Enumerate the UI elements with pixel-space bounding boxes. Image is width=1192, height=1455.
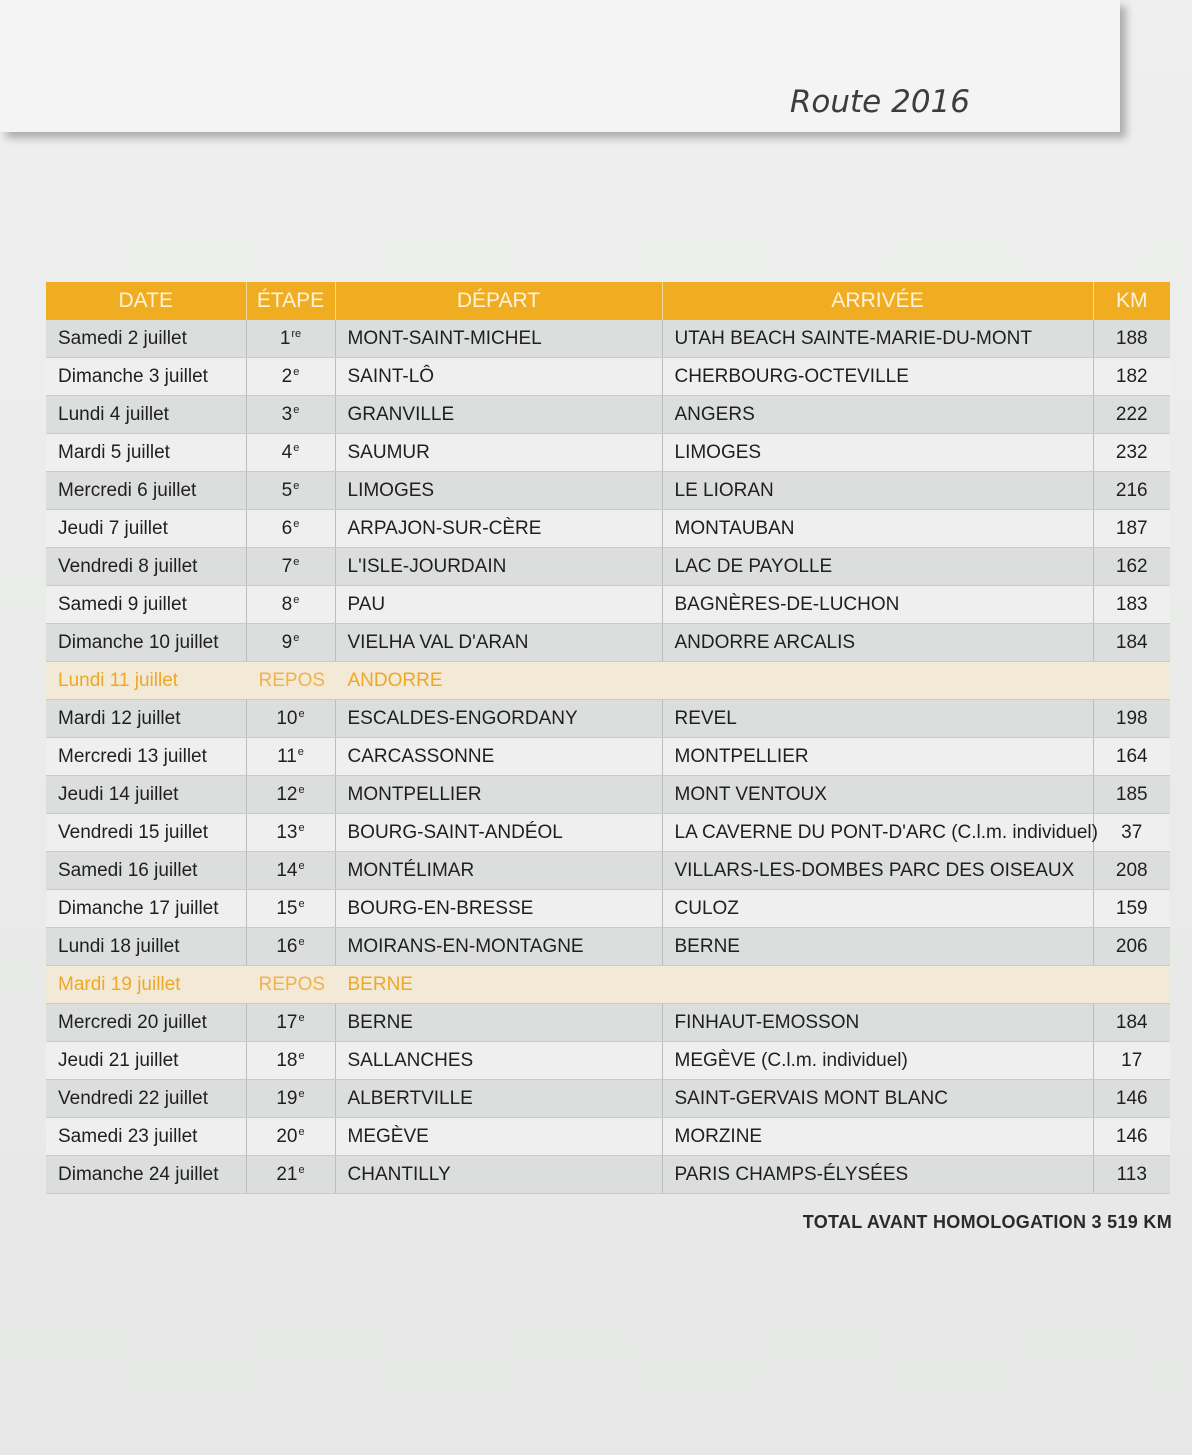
cell-arrivee: LIMOGES [662, 434, 1093, 472]
cell-km: 216 [1093, 472, 1170, 510]
cell-etape [246, 738, 335, 776]
cell-date: Mercredi 13 juillet [46, 738, 246, 776]
cell-depart: BERNE [335, 966, 662, 1004]
stage-number: 12 [276, 783, 298, 805]
cell-date: Mardi 12 juillet [46, 700, 246, 738]
cell-etape [246, 928, 335, 966]
table-row [46, 510, 1170, 548]
cell-depart: MOIRANS-EN-MONTAGNE [335, 928, 662, 966]
stage-ordinal-suffix: e [293, 555, 300, 568]
stage-number: 14 [276, 859, 298, 881]
cell-etape [246, 624, 335, 662]
cell-etape [246, 852, 335, 890]
cell-etape [246, 890, 335, 928]
cell-km: 185 [1093, 776, 1170, 814]
cell-depart: BERNE [335, 1004, 662, 1042]
cell-arrivee: MEGÈVE (C.l.m. individuel) [662, 1042, 1093, 1080]
cell-arrivee: LAC DE PAYOLLE [662, 548, 1093, 586]
stage-number: 20 [276, 1125, 298, 1147]
cell-depart: ARPAJON-SUR-CÈRE [335, 510, 662, 548]
rest-day-row [46, 662, 1170, 700]
cell-km [1093, 662, 1170, 700]
cell-depart: PAU [335, 586, 662, 624]
table-row [46, 776, 1170, 814]
cell-km: 146 [1093, 1080, 1170, 1118]
cell-date: Jeudi 14 juillet [46, 776, 246, 814]
cell-km: 37 [1093, 814, 1170, 852]
stage-number: 13 [276, 821, 298, 843]
stage-ordinal-suffix: e [298, 1163, 305, 1176]
stage-ordinal-suffix: e [298, 935, 305, 948]
cell-arrivee: CHERBOURG-OCTEVILLE [662, 358, 1093, 396]
cell-depart: VIELHA VAL D'ARAN [335, 624, 662, 662]
stage-number: 19 [276, 1087, 298, 1109]
cell-etape [246, 1004, 335, 1042]
stage-number: 15 [276, 897, 298, 919]
cell-etape [246, 776, 335, 814]
stage-ordinal-suffix: e [293, 365, 300, 378]
cell-arrivee: LA CAVERNE DU PONT-D'ARC (C.l.m. individuel) [662, 814, 1093, 852]
stage-ordinal-suffix: e [298, 897, 305, 910]
stage-ordinal-suffix: e [293, 631, 300, 644]
cell-date: Vendredi 8 juillet [46, 548, 246, 586]
table-row [46, 852, 1170, 890]
cell-etape [246, 1118, 335, 1156]
header-depart: DÉPART [335, 282, 662, 320]
cell-km: 146 [1093, 1118, 1170, 1156]
cell-arrivee: ANGERS [662, 396, 1093, 434]
cell-km: 182 [1093, 358, 1170, 396]
cell-arrivee: VILLARS-LES-DOMBES PARC DES OISEAUX [662, 852, 1093, 890]
cell-date: Mardi 19 juillet [46, 966, 246, 1004]
cell-etape [246, 320, 335, 358]
cell-depart: ESCALDES-ENGORDANY [335, 700, 662, 738]
table-row [46, 1080, 1170, 1118]
cell-km: 113 [1093, 1156, 1170, 1194]
table-header-row [46, 282, 1170, 320]
cell-etape [246, 814, 335, 852]
stage-number: 18 [276, 1049, 298, 1071]
stage-number: 3 [281, 403, 293, 425]
stage-number: 17 [276, 1011, 298, 1033]
cell-depart: BOURG-SAINT-ANDÉOL [335, 814, 662, 852]
cell-depart: L'ISLE-JOURDAIN [335, 548, 662, 586]
stage-ordinal-suffix: e [298, 1125, 305, 1138]
stage-ordinal-suffix: e [297, 745, 304, 758]
cell-depart: MONT-SAINT-MICHEL [335, 320, 662, 358]
stage-number: 9 [281, 631, 293, 653]
stage-number: 1 [279, 327, 291, 349]
cell-etape [246, 586, 335, 624]
cell-depart: BOURG-EN-BRESSE [335, 890, 662, 928]
cell-arrivee: UTAH BEACH SAINTE-MARIE-DU-MONT [662, 320, 1093, 358]
header-km: KM [1093, 282, 1170, 320]
cell-arrivee: MONT VENTOUX [662, 776, 1093, 814]
cell-depart: ALBERTVILLE [335, 1080, 662, 1118]
cell-depart: MEGÈVE [335, 1118, 662, 1156]
cell-etape [246, 510, 335, 548]
table-row [46, 1118, 1170, 1156]
table-row [46, 1042, 1170, 1080]
cell-arrivee: FINHAUT-EMOSSON [662, 1004, 1093, 1042]
cell-date: Dimanche 17 juillet [46, 890, 246, 928]
cell-date: Mercredi 6 juillet [46, 472, 246, 510]
cell-km: 162 [1093, 548, 1170, 586]
table-row [46, 814, 1170, 852]
route-table [46, 282, 1170, 1194]
cell-arrivee: BAGNÈRES-DE-LUCHON [662, 586, 1093, 624]
rest-day-row [46, 966, 1170, 1004]
cell-km: 183 [1093, 586, 1170, 624]
table-row [46, 434, 1170, 472]
stage-ordinal-suffix: e [293, 441, 300, 454]
cell-etape [246, 1042, 335, 1080]
stage-ordinal-suffix: e [298, 783, 305, 796]
cell-depart: MONTÉLIMAR [335, 852, 662, 890]
cell-depart: CARCASSONNE [335, 738, 662, 776]
stage-number: REPOS [258, 669, 326, 691]
cell-arrivee: REVEL [662, 700, 1093, 738]
cell-date: Samedi 23 juillet [46, 1118, 246, 1156]
table-row [46, 586, 1170, 624]
stage-number: 21 [276, 1163, 298, 1185]
cell-arrivee: BERNE [662, 928, 1093, 966]
cell-date: Mardi 5 juillet [46, 434, 246, 472]
cell-km: 164 [1093, 738, 1170, 776]
cell-date: Samedi 2 juillet [46, 320, 246, 358]
stage-ordinal-suffix: e [293, 593, 300, 606]
page-title: Route 2016 [789, 84, 970, 120]
cell-arrivee: ANDORRE ARCALIS [662, 624, 1093, 662]
stage-number: 6 [281, 517, 293, 539]
cell-arrivee: MORZINE [662, 1118, 1093, 1156]
cell-km [1093, 966, 1170, 1004]
stage-ordinal-suffix: e [298, 1011, 305, 1024]
cell-arrivee: CULOZ [662, 890, 1093, 928]
cell-arrivee: SAINT-GERVAIS MONT BLANC [662, 1080, 1093, 1118]
cell-km: 159 [1093, 890, 1170, 928]
cell-km: 188 [1093, 320, 1170, 358]
cell-date: Dimanche 24 juillet [46, 1156, 246, 1194]
stage-ordinal-suffix: e [293, 517, 300, 530]
cell-depart: CHANTILLY [335, 1156, 662, 1194]
cell-date: Lundi 4 juillet [46, 396, 246, 434]
cell-km: 232 [1093, 434, 1170, 472]
cell-depart: ANDORRE [335, 662, 662, 700]
cell-date: Vendredi 22 juillet [46, 1080, 246, 1118]
cell-etape [246, 358, 335, 396]
table-row [46, 472, 1170, 510]
table-row [46, 624, 1170, 662]
cell-depart: GRANVILLE [335, 396, 662, 434]
cell-etape [246, 662, 335, 700]
table-row [46, 548, 1170, 586]
stage-number: 10 [276, 707, 298, 729]
stage-ordinal-suffix: e [293, 403, 300, 416]
table-row [46, 320, 1170, 358]
cell-arrivee: LE LIORAN [662, 472, 1093, 510]
cell-depart: MONTPELLIER [335, 776, 662, 814]
table-row [46, 928, 1170, 966]
stage-ordinal-suffix: e [298, 859, 305, 872]
cell-arrivee: MONTPELLIER [662, 738, 1093, 776]
cell-date: Dimanche 3 juillet [46, 358, 246, 396]
cell-date: Jeudi 21 juillet [46, 1042, 246, 1080]
stage-ordinal-suffix: e [298, 821, 305, 834]
cell-etape [246, 548, 335, 586]
stage-ordinal-suffix: re [291, 327, 302, 340]
stage-number: 7 [281, 555, 293, 577]
table-row [46, 396, 1170, 434]
cell-date: Dimanche 10 juillet [46, 624, 246, 662]
cell-arrivee: MONTAUBAN [662, 510, 1093, 548]
cell-depart: SAUMUR [335, 434, 662, 472]
cell-etape [246, 1080, 335, 1118]
header-date: DATE [46, 282, 246, 320]
stage-number: 16 [276, 935, 298, 957]
stage-ordinal-suffix: e [293, 479, 300, 492]
cell-km: 222 [1093, 396, 1170, 434]
cell-etape [246, 472, 335, 510]
cell-date: Lundi 18 juillet [46, 928, 246, 966]
title-card [0, 0, 1120, 132]
stage-ordinal-suffix: e [298, 1087, 305, 1100]
stage-number: REPOS [258, 973, 326, 995]
cell-date: Jeudi 7 juillet [46, 510, 246, 548]
table-row [46, 700, 1170, 738]
stage-number: 11 [277, 745, 297, 767]
total-distance: TOTAL AVANT HOMOLOGATION 3 519 KM [802, 1212, 1172, 1232]
cell-etape [246, 966, 335, 1004]
cell-date: Lundi 11 juillet [46, 662, 246, 700]
cell-date: Samedi 9 juillet [46, 586, 246, 624]
cell-km: 184 [1093, 624, 1170, 662]
cell-etape [246, 700, 335, 738]
table-row [46, 738, 1170, 776]
cell-arrivee [662, 662, 1093, 700]
cell-date: Mercredi 20 juillet [46, 1004, 246, 1042]
header-etape: ÉTAPE [246, 282, 335, 320]
table-row [46, 1004, 1170, 1042]
cell-date: Vendredi 15 juillet [46, 814, 246, 852]
cell-arrivee: PARIS CHAMPS-ÉLYSÉES [662, 1156, 1093, 1194]
cell-km: 198 [1093, 700, 1170, 738]
cell-km: 187 [1093, 510, 1170, 548]
cell-km: 208 [1093, 852, 1170, 890]
table-row [46, 358, 1170, 396]
cell-depart: LIMOGES [335, 472, 662, 510]
stage-number: 4 [281, 441, 293, 463]
table-row [46, 890, 1170, 928]
cell-km: 206 [1093, 928, 1170, 966]
cell-depart: SAINT-LÔ [335, 358, 662, 396]
cell-etape [246, 396, 335, 434]
cell-date: Samedi 16 juillet [46, 852, 246, 890]
table-row [46, 1156, 1170, 1194]
stage-number: 8 [281, 593, 293, 615]
stage-number: 5 [281, 479, 293, 501]
stage-number: 2 [281, 365, 293, 387]
stage-ordinal-suffix: e [298, 707, 305, 720]
header-arrivee: ARRIVÉE [662, 282, 1093, 320]
cell-arrivee [662, 966, 1093, 1004]
cell-depart: SALLANCHES [335, 1042, 662, 1080]
stage-ordinal-suffix: e [298, 1049, 305, 1062]
cell-etape [246, 1156, 335, 1194]
cell-km: 17 [1093, 1042, 1170, 1080]
cell-km: 184 [1093, 1004, 1170, 1042]
cell-etape [246, 434, 335, 472]
